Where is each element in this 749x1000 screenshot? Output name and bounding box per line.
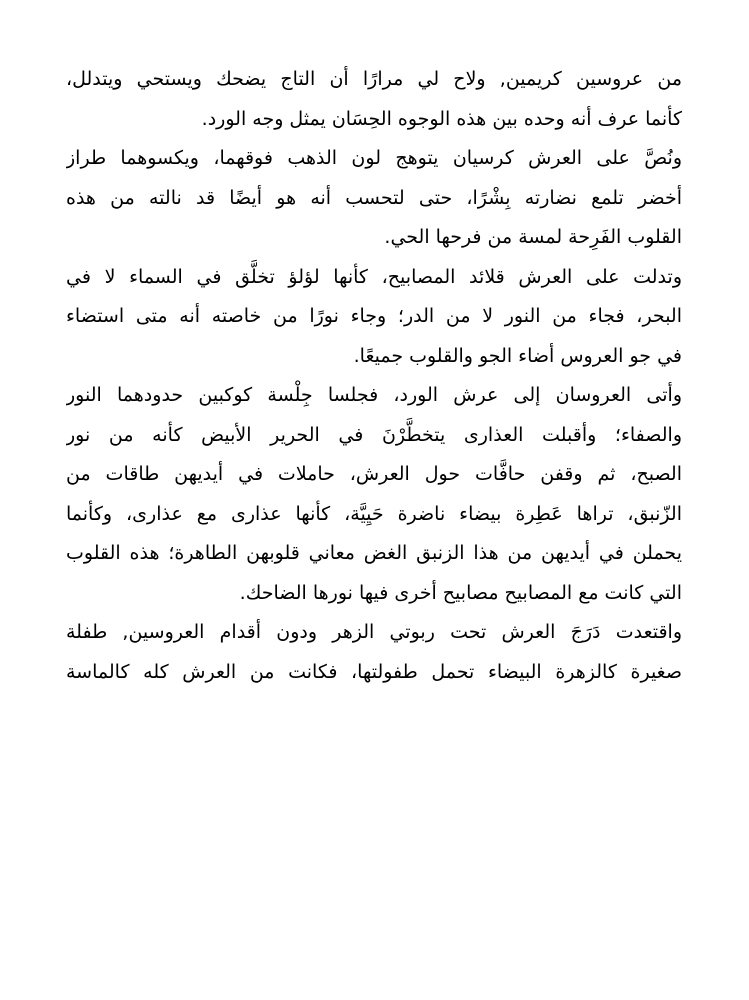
text-line: أخضر تلمع نضارته بِشْرًا، حتى لتحسب أنه هو أيضًا قد نالته من هذه (66, 186, 682, 209)
text-line: صغيرة كالزهرة البيضاء تحمل طفولتها، فكانت من العرش كله كالماسة (66, 660, 682, 683)
text-line: الصبح، ثم وقفن حافَّات حول العرش، حاملات في أيديهن طاقات من (66, 463, 682, 485)
text-line: الزّنبق، تراها عَطِرة بيضاء ناضرة حَيِيَّة، كأنها عذارى مع عذارى، وكأنما (66, 502, 682, 525)
document-page (66, 60, 682, 692)
text-line: التي كانت مع المصابيح مصابيح أخرى فيها نورها الضاحك. (239, 581, 682, 604)
text-line: وتدلت على العرش قلائد المصابيح، كأنها لؤلؤ تخلَّق في السماء لا في (66, 265, 682, 288)
text-line: من عروسين كريمين, ولاح لي مرارًا أن التاج يضحك ويستحي ويتدلل، (66, 68, 682, 90)
text-line: في جو العروس أضاء الجو والقلوب جميعًا. (353, 344, 682, 367)
text-line: والصفاء؛ وأقبلت العذارى يتخطَّرْنَ في الحرير الأبيض كأنه من نور (66, 423, 682, 446)
text-line: القلوب الفَرِحة لمسة من فرحها الحي. (384, 226, 682, 248)
text-line: كأنما عرف أنه وحده بين هذه الوجوه الحِسَان يمثل وجه الورد. (201, 107, 682, 130)
text-line: ونُصَّ على العرش كرسيان يتوهج لون الذهب فوقهما، ويكسوهما طراز (66, 147, 682, 169)
text-line: يحملن في أيديهن من هذا الزنبق الغض معاني قلوبهن الطاهرة؛ هذه القلوب (66, 542, 682, 564)
text-line: واقتعدت دَرَجَ العرش تحت ربوتي الزهر ودون أقدام العروسين, طفلة (66, 621, 682, 643)
text-line: وأتى العروسان إلى عرش الورد، فجلسا جِلْسة كوكبين حدودهما النور (66, 384, 682, 406)
text-line: البحر، فجاء من النور لا من الدر؛ وجاء نورًا من خاصته أنه متى استضاء (66, 305, 682, 327)
